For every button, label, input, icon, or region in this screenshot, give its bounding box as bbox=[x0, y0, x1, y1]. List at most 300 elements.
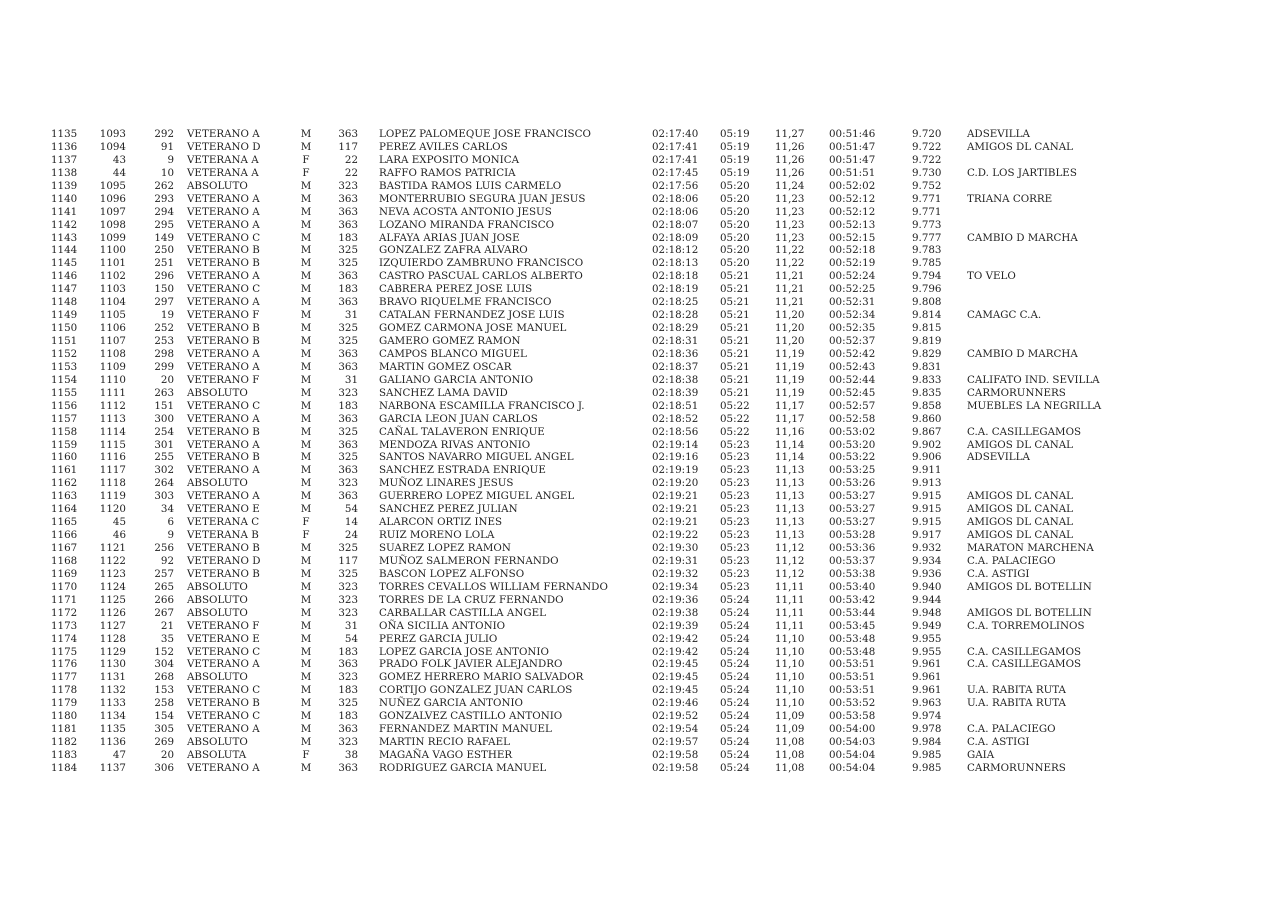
gender-position: 43 bbox=[112, 153, 126, 166]
table-row bbox=[0, 206, 1280, 219]
club: C.A. CASILLEGAMOS bbox=[967, 645, 1082, 658]
category: VETERANO A bbox=[187, 360, 260, 373]
category-position: 295 bbox=[154, 218, 174, 231]
speed: 11,13 bbox=[775, 503, 805, 516]
finish-time: 02:19:58 bbox=[652, 749, 699, 761]
category-total: 117 bbox=[338, 140, 358, 153]
points: 9.808 bbox=[912, 296, 942, 309]
time-difference: 00:52:18 bbox=[829, 244, 876, 257]
overall-position: 1170 bbox=[51, 580, 78, 593]
points: 9.771 bbox=[912, 192, 942, 205]
category-total: 363 bbox=[338, 658, 358, 671]
finish-time: 02:17:45 bbox=[652, 166, 699, 179]
points: 9.773 bbox=[912, 218, 942, 231]
gender-position: 1114 bbox=[99, 425, 126, 438]
gender-position: 1096 bbox=[99, 192, 126, 205]
time-difference: 00:53:40 bbox=[829, 580, 876, 593]
time-difference: 00:53:51 bbox=[829, 658, 876, 671]
category-position: 299 bbox=[154, 360, 174, 373]
sex: M bbox=[300, 736, 312, 749]
category-position: 296 bbox=[154, 270, 174, 283]
gender-position: 1133 bbox=[99, 697, 126, 710]
category: VETERANO A bbox=[187, 490, 260, 503]
finish-time: 02:19:21 bbox=[652, 490, 699, 503]
pace: 05:19 bbox=[720, 128, 750, 140]
speed: 11,13 bbox=[775, 490, 805, 503]
sex: M bbox=[300, 140, 312, 153]
runner-name: LOPEZ PALOMEQUE JOSE FRANCISCO bbox=[379, 128, 591, 140]
pace: 05:24 bbox=[720, 671, 750, 684]
points: 9.783 bbox=[912, 244, 942, 257]
points: 9.815 bbox=[912, 322, 942, 335]
runner-name: GAMERO GOMEZ RAMON bbox=[379, 335, 521, 347]
points: 9.833 bbox=[912, 373, 942, 386]
finish-time: 02:18:13 bbox=[652, 257, 699, 270]
sex: M bbox=[300, 554, 312, 567]
overall-position: 1144 bbox=[51, 244, 78, 257]
points: 9.949 bbox=[912, 619, 942, 632]
time-difference: 00:53:38 bbox=[829, 567, 876, 580]
table-row bbox=[0, 516, 1280, 529]
club: TRIANA CORRE bbox=[967, 192, 1053, 205]
sex: M bbox=[300, 490, 312, 503]
time-difference: 00:53:58 bbox=[829, 710, 876, 723]
sex: M bbox=[300, 619, 312, 632]
category-total: 325 bbox=[338, 322, 358, 335]
category-position: 305 bbox=[154, 723, 174, 736]
club: AMIGOS DL BOTELLIN bbox=[967, 606, 1092, 619]
overall-position: 1136 bbox=[51, 140, 78, 153]
club: C.D. LOS JARTIBLES bbox=[967, 166, 1077, 179]
category-position: 264 bbox=[154, 477, 174, 490]
overall-position: 1166 bbox=[51, 529, 78, 542]
pace: 05:21 bbox=[720, 373, 750, 386]
points: 9.955 bbox=[912, 645, 942, 658]
category: VETERANA A bbox=[187, 153, 259, 166]
time-difference: 00:54:03 bbox=[829, 736, 876, 749]
table-row bbox=[0, 529, 1280, 542]
table-row bbox=[0, 154, 1280, 167]
category-total: 363 bbox=[338, 296, 358, 309]
category: ABSOLUTA bbox=[187, 749, 247, 761]
sex: M bbox=[300, 658, 312, 671]
sex: M bbox=[300, 503, 312, 516]
category-position: 267 bbox=[154, 606, 174, 619]
time-difference: 00:53:44 bbox=[829, 606, 876, 619]
category-total: 54 bbox=[344, 632, 358, 645]
category-position: 302 bbox=[154, 464, 174, 477]
gender-position: 1117 bbox=[99, 464, 126, 477]
table-row bbox=[0, 710, 1280, 723]
club: C.A. CASILLEGAMOS bbox=[967, 658, 1082, 671]
sex: M bbox=[300, 244, 312, 257]
category-position: 20 bbox=[160, 749, 174, 761]
pace: 05:23 bbox=[720, 464, 750, 477]
pace: 05:20 bbox=[720, 244, 750, 257]
speed: 11,19 bbox=[775, 347, 805, 360]
runner-name: RUIZ MORENO LOLA bbox=[379, 529, 495, 542]
category-position: 304 bbox=[154, 658, 174, 671]
runner-name: NEVA ACOSTA ANTONIO JESUS bbox=[379, 205, 552, 218]
speed: 11,20 bbox=[775, 322, 805, 335]
gender-position: 1099 bbox=[99, 231, 126, 244]
pace: 05:21 bbox=[720, 360, 750, 373]
club: U.A. RABITA RUTA bbox=[967, 684, 1066, 697]
finish-time: 02:19:21 bbox=[652, 503, 699, 516]
overall-position: 1159 bbox=[51, 438, 78, 451]
club: AMIGOS DL CANAL bbox=[967, 529, 1074, 542]
speed: 11,22 bbox=[775, 244, 805, 257]
time-difference: 00:52:24 bbox=[829, 270, 876, 283]
runner-name: CARBALLAR CASTILLA ANGEL bbox=[379, 606, 546, 619]
pace: 05:21 bbox=[720, 386, 750, 399]
overall-position: 1173 bbox=[51, 619, 78, 632]
runner-name: NARBONA ESCAMILLA FRANCISCO J. bbox=[379, 399, 585, 412]
table-row bbox=[0, 128, 1280, 141]
club: CAMAGC C.A. bbox=[967, 309, 1042, 322]
finish-time: 02:19:16 bbox=[652, 451, 699, 464]
category: VETERANO C bbox=[187, 283, 261, 296]
speed: 11,23 bbox=[775, 218, 805, 231]
runner-name: FERNANDEZ MARTIN MANUEL bbox=[379, 723, 552, 736]
category: VETERANO F bbox=[187, 309, 260, 322]
table-row bbox=[0, 555, 1280, 568]
finish-time: 02:18:18 bbox=[652, 270, 699, 283]
points: 9.978 bbox=[912, 723, 942, 736]
finish-time: 02:18:29 bbox=[652, 322, 699, 335]
overall-position: 1179 bbox=[51, 697, 78, 710]
finish-time: 02:18:51 bbox=[652, 399, 699, 412]
points: 9.777 bbox=[912, 231, 942, 244]
category-total: 22 bbox=[344, 153, 358, 166]
category: VETERANO A bbox=[187, 761, 260, 774]
time-difference: 00:53:22 bbox=[829, 451, 876, 464]
category-total: 363 bbox=[338, 218, 358, 231]
points: 9.961 bbox=[912, 671, 942, 684]
table-row bbox=[0, 542, 1280, 555]
category-position: 91 bbox=[160, 140, 174, 153]
time-difference: 00:53:25 bbox=[829, 464, 876, 477]
finish-time: 02:19:38 bbox=[652, 606, 699, 619]
category: VETERANO A bbox=[187, 128, 260, 140]
sex: M bbox=[300, 438, 312, 451]
overall-position: 1177 bbox=[51, 671, 78, 684]
speed: 11,08 bbox=[775, 761, 805, 774]
sex: M bbox=[300, 710, 312, 723]
category-total: 363 bbox=[338, 438, 358, 451]
table-row bbox=[0, 607, 1280, 620]
category: VETERANO A bbox=[187, 464, 260, 477]
club: AMIGOS DL CANAL bbox=[967, 503, 1074, 516]
overall-position: 1137 bbox=[51, 153, 78, 166]
overall-position: 1150 bbox=[51, 322, 78, 335]
overall-position: 1149 bbox=[51, 309, 78, 322]
club: C.A. CASILLEGAMOS bbox=[967, 425, 1082, 438]
speed: 11,08 bbox=[775, 749, 805, 761]
sex: M bbox=[300, 567, 312, 580]
points: 9.785 bbox=[912, 257, 942, 270]
table-row bbox=[0, 749, 1280, 762]
category-position: 9 bbox=[167, 153, 174, 166]
pace: 05:24 bbox=[720, 645, 750, 658]
points: 9.915 bbox=[912, 503, 942, 516]
speed: 11,10 bbox=[775, 697, 805, 710]
time-difference: 00:53:52 bbox=[829, 697, 876, 710]
sex: M bbox=[300, 347, 312, 360]
finish-time: 02:19:36 bbox=[652, 593, 699, 606]
speed: 11,09 bbox=[775, 710, 805, 723]
category-total: 363 bbox=[338, 347, 358, 360]
category: VETERANO C bbox=[187, 710, 261, 723]
points: 9.902 bbox=[912, 438, 942, 451]
table-row bbox=[0, 232, 1280, 245]
category-position: 256 bbox=[154, 542, 174, 554]
finish-time: 02:19:32 bbox=[652, 567, 699, 580]
overall-position: 1143 bbox=[51, 231, 78, 244]
table-row bbox=[0, 257, 1280, 270]
category-position: 19 bbox=[160, 309, 174, 322]
category: VETERANA B bbox=[187, 529, 259, 542]
table-row bbox=[0, 141, 1280, 154]
points: 9.730 bbox=[912, 166, 942, 179]
club: AMIGOS DL CANAL bbox=[967, 490, 1074, 503]
table-row bbox=[0, 671, 1280, 684]
table-row bbox=[0, 658, 1280, 671]
time-difference: 00:52:12 bbox=[829, 205, 876, 218]
time-difference: 00:53:20 bbox=[829, 438, 876, 451]
pace: 05:19 bbox=[720, 166, 750, 179]
category-position: 20 bbox=[160, 373, 174, 386]
points: 9.961 bbox=[912, 658, 942, 671]
sex: F bbox=[302, 516, 310, 529]
club: AMIGOS DL BOTELLIN bbox=[967, 580, 1092, 593]
gender-position: 1134 bbox=[99, 710, 126, 723]
category-total: 325 bbox=[338, 244, 358, 257]
overall-position: 1171 bbox=[51, 593, 78, 606]
runner-name: MUÑOZ LINARES JESUS bbox=[379, 477, 514, 490]
table-row bbox=[0, 451, 1280, 464]
category-position: 150 bbox=[154, 283, 174, 296]
sex: M bbox=[300, 645, 312, 658]
pace: 05:24 bbox=[720, 606, 750, 619]
category-position: 303 bbox=[154, 490, 174, 503]
category: VETERANO C bbox=[187, 645, 261, 658]
gender-position: 1107 bbox=[99, 335, 126, 347]
points: 9.796 bbox=[912, 283, 942, 296]
category-total: 363 bbox=[338, 761, 358, 774]
overall-position: 1147 bbox=[51, 283, 78, 296]
category: VETERANO A bbox=[187, 296, 260, 309]
category-position: 257 bbox=[154, 567, 174, 580]
speed: 11,13 bbox=[775, 529, 805, 542]
club: GAIA bbox=[967, 749, 995, 761]
runner-name: CATALAN FERNANDEZ JOSE LUIS bbox=[379, 309, 565, 322]
points: 9.720 bbox=[912, 128, 942, 140]
finish-time: 02:17:41 bbox=[652, 153, 699, 166]
gender-position: 1110 bbox=[99, 373, 126, 386]
finish-time: 02:19:45 bbox=[652, 658, 699, 671]
time-difference: 00:52:25 bbox=[829, 283, 876, 296]
category-total: 363 bbox=[338, 412, 358, 425]
time-difference: 00:53:28 bbox=[829, 529, 876, 542]
points: 9.936 bbox=[912, 567, 942, 580]
points: 9.955 bbox=[912, 632, 942, 645]
time-difference: 00:51:47 bbox=[829, 140, 876, 153]
speed: 11,22 bbox=[775, 257, 805, 270]
table-row bbox=[0, 387, 1280, 400]
time-difference: 00:54:00 bbox=[829, 723, 876, 736]
time-difference: 00:52:43 bbox=[829, 360, 876, 373]
points: 9.915 bbox=[912, 490, 942, 503]
overall-position: 1180 bbox=[51, 710, 78, 723]
category-total: 14 bbox=[344, 516, 358, 529]
club: AMIGOS DL CANAL bbox=[967, 516, 1074, 529]
category-position: 35 bbox=[160, 632, 174, 645]
category: VETERANO B bbox=[187, 451, 260, 464]
runner-name: GONZALEZ ZAFRA ALVARO bbox=[379, 244, 528, 257]
table-row bbox=[0, 400, 1280, 413]
speed: 11,21 bbox=[775, 283, 805, 296]
category-position: 92 bbox=[160, 554, 174, 567]
gender-position: 1131 bbox=[99, 671, 126, 684]
category: VETERANO C bbox=[187, 231, 261, 244]
category: VETERANO B bbox=[187, 335, 260, 347]
overall-position: 1160 bbox=[51, 451, 78, 464]
runner-name: MARTIN RECIO RAFAEL bbox=[379, 736, 510, 749]
sex: M bbox=[300, 335, 312, 347]
category-position: 297 bbox=[154, 296, 174, 309]
finish-time: 02:18:07 bbox=[652, 218, 699, 231]
runner-name: OÑA SICILIA ANTONIO bbox=[379, 619, 506, 632]
category-total: 363 bbox=[338, 205, 358, 218]
category: VETERANO B bbox=[187, 567, 260, 580]
sex: M bbox=[300, 270, 312, 283]
category: VETERANO A bbox=[187, 658, 260, 671]
overall-position: 1148 bbox=[51, 296, 78, 309]
runner-name: BASTIDA RAMOS LUIS CARMELO bbox=[379, 179, 562, 192]
speed: 11,19 bbox=[775, 386, 805, 399]
category: ABSOLUTO bbox=[187, 671, 248, 684]
speed: 11,13 bbox=[775, 477, 805, 490]
finish-time: 02:17:56 bbox=[652, 179, 699, 192]
speed: 11,19 bbox=[775, 373, 805, 386]
speed: 11,09 bbox=[775, 723, 805, 736]
gender-position: 1108 bbox=[99, 347, 126, 360]
finish-time: 02:19:20 bbox=[652, 477, 699, 490]
finish-time: 02:18:06 bbox=[652, 192, 699, 205]
points: 9.915 bbox=[912, 516, 942, 529]
sex: M bbox=[300, 580, 312, 593]
speed: 11,17 bbox=[775, 412, 805, 425]
finish-time: 02:18:56 bbox=[652, 425, 699, 438]
pace: 05:23 bbox=[720, 490, 750, 503]
time-difference: 00:53:42 bbox=[829, 593, 876, 606]
finish-time: 02:19:39 bbox=[652, 619, 699, 632]
points: 9.752 bbox=[912, 179, 942, 192]
sex: M bbox=[300, 205, 312, 218]
club: C.A. ASTIGI bbox=[967, 736, 1030, 749]
finish-time: 02:18:09 bbox=[652, 231, 699, 244]
pace: 05:23 bbox=[720, 516, 750, 529]
speed: 11,23 bbox=[775, 231, 805, 244]
runner-name: PEREZ AVILES CARLOS bbox=[379, 140, 508, 153]
runner-name: NUÑEZ GARCIA ANTONIO bbox=[379, 697, 523, 710]
pace: 05:24 bbox=[720, 736, 750, 749]
overall-position: 1163 bbox=[51, 490, 78, 503]
pace: 05:22 bbox=[720, 399, 750, 412]
pace: 05:23 bbox=[720, 542, 750, 554]
overall-position: 1162 bbox=[51, 477, 78, 490]
runner-name: ALARCON ORTIZ INES bbox=[379, 516, 503, 529]
sex: M bbox=[300, 231, 312, 244]
category: VETERANO F bbox=[187, 619, 260, 632]
sex: M bbox=[300, 373, 312, 386]
gender-position: 1124 bbox=[99, 580, 126, 593]
sex: M bbox=[300, 761, 312, 774]
table-row bbox=[0, 180, 1280, 193]
gender-position: 1103 bbox=[99, 283, 126, 296]
pace: 05:23 bbox=[720, 529, 750, 542]
points: 9.985 bbox=[912, 749, 942, 761]
category-total: 323 bbox=[338, 593, 358, 606]
table-row bbox=[0, 594, 1280, 607]
gender-position: 1125 bbox=[99, 593, 126, 606]
table-row bbox=[0, 309, 1280, 322]
category-total: 183 bbox=[338, 399, 358, 412]
category-total: 183 bbox=[338, 645, 358, 658]
pace: 05:21 bbox=[720, 296, 750, 309]
points: 9.829 bbox=[912, 347, 942, 360]
pace: 05:20 bbox=[720, 205, 750, 218]
overall-position: 1176 bbox=[51, 658, 78, 671]
runner-name: BRAVO RIQUELME FRANCISCO bbox=[379, 296, 552, 309]
category-position: 301 bbox=[154, 438, 174, 451]
sex: M bbox=[300, 412, 312, 425]
speed: 11,23 bbox=[775, 192, 805, 205]
time-difference: 00:52:42 bbox=[829, 347, 876, 360]
category-position: 252 bbox=[154, 322, 174, 335]
runner-name: ALFAYA ARIAS JUAN JOSE bbox=[379, 231, 520, 244]
table-row bbox=[0, 490, 1280, 503]
table-row bbox=[0, 348, 1280, 361]
speed: 11,11 bbox=[775, 593, 805, 606]
speed: 11,19 bbox=[775, 360, 805, 373]
category-total: 323 bbox=[338, 671, 358, 684]
finish-time: 02:18:19 bbox=[652, 283, 699, 296]
club: CARMORUNNERS bbox=[967, 386, 1066, 399]
runner-name: GONZALVEZ CASTILLO ANTONIO bbox=[379, 710, 563, 723]
overall-position: 1165 bbox=[51, 516, 78, 529]
points: 9.944 bbox=[912, 593, 942, 606]
gender-position: 1098 bbox=[99, 218, 126, 231]
runner-name: TORRES CEVALLOS WILLIAM FERNANDO bbox=[379, 580, 608, 593]
sex: M bbox=[300, 322, 312, 335]
overall-position: 1154 bbox=[51, 373, 78, 386]
speed: 11,11 bbox=[775, 619, 805, 632]
runner-name: IZQUIERDO ZAMBRUNO FRANCISCO bbox=[379, 257, 584, 270]
category-position: 292 bbox=[154, 128, 174, 140]
category-total: 22 bbox=[344, 166, 358, 179]
runner-name: MONTERRUBIO SEGURA JUAN JESUS bbox=[379, 192, 586, 205]
category: VETERANO D bbox=[187, 554, 261, 567]
runner-name: MUÑOZ SALMERON FERNANDO bbox=[379, 554, 559, 567]
sex: M bbox=[300, 671, 312, 684]
overall-position: 1156 bbox=[51, 399, 78, 412]
finish-time: 02:18:31 bbox=[652, 335, 699, 347]
category: VETERANO A bbox=[187, 412, 260, 425]
pace: 05:21 bbox=[720, 347, 750, 360]
gender-position: 1136 bbox=[99, 736, 126, 749]
